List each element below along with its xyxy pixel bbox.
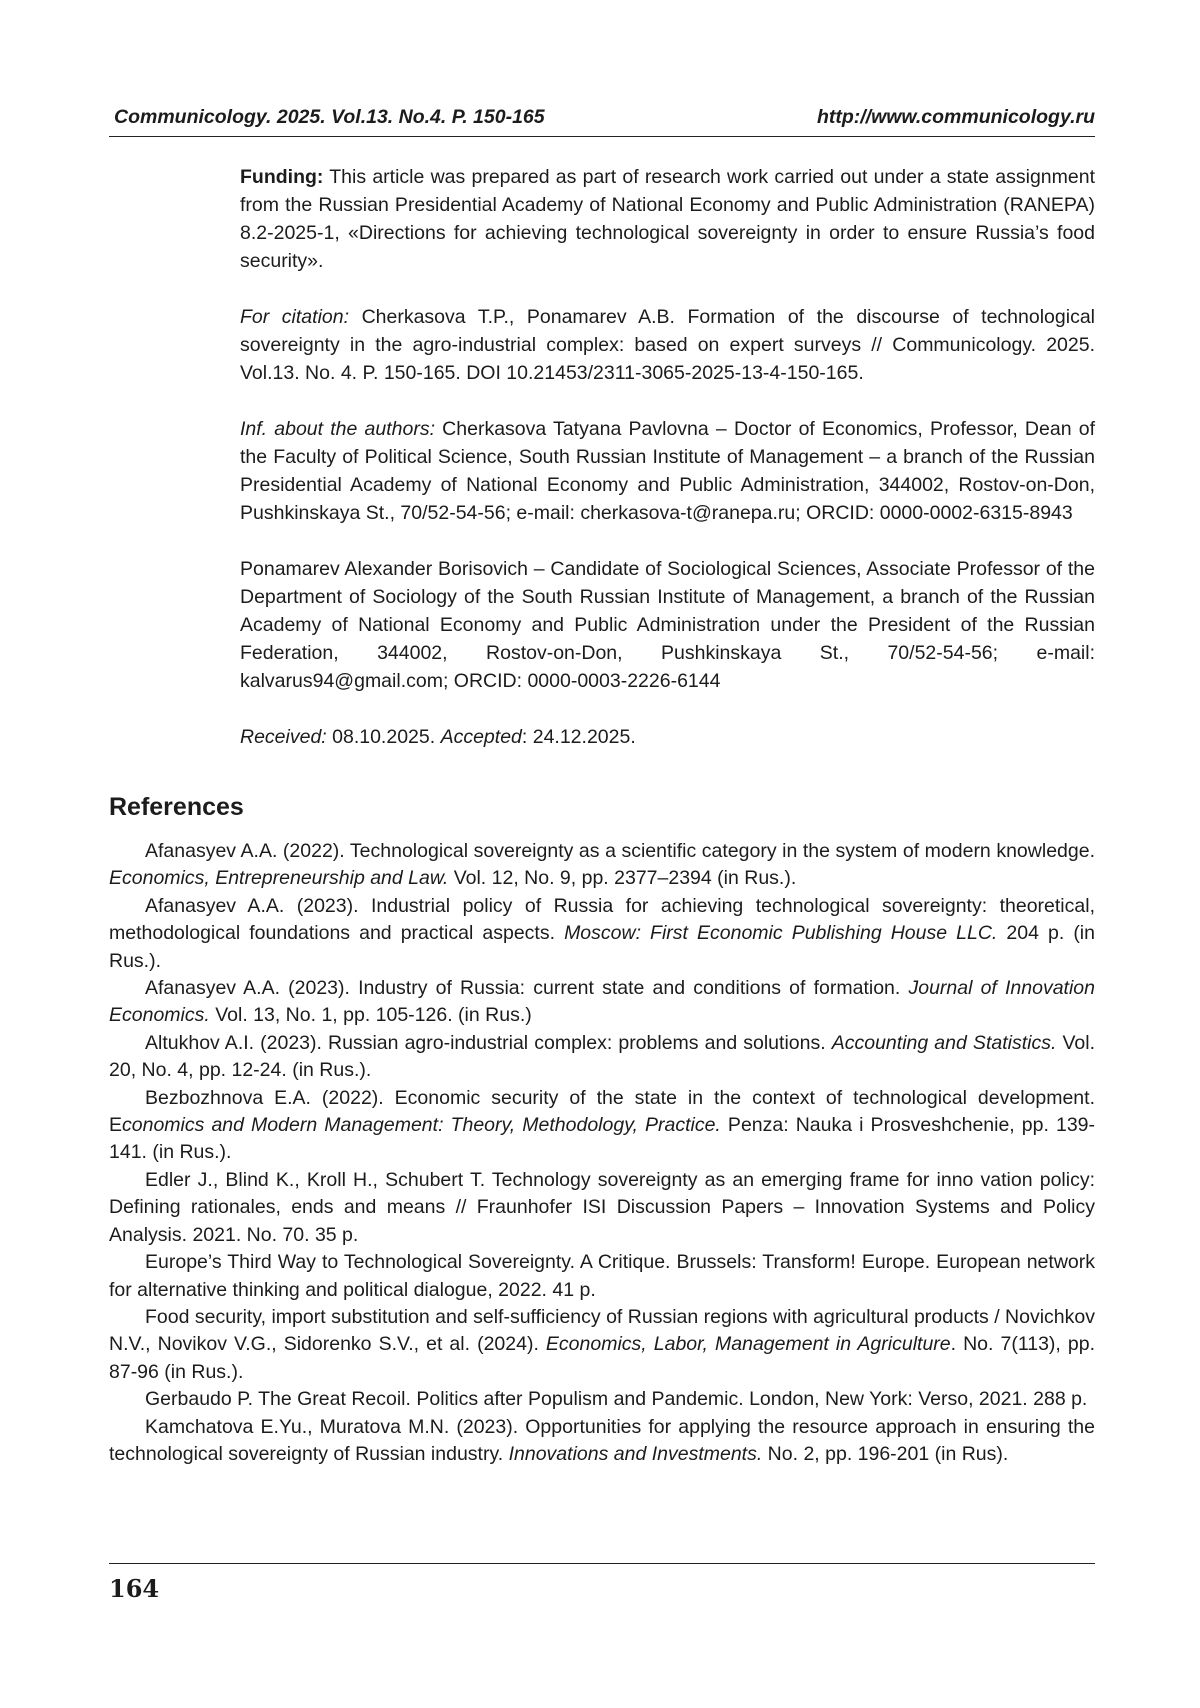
reference-source: Accounting and Statistics. [831, 1031, 1057, 1054]
citation-paragraph [240, 303, 1095, 387]
citation-text: Cherkasova T.P., Ponamarev A.B. Formation of the discourse of technological sovereignty in the agro-industrial complex: based on expert surveys // Communicology. 2025. Vol.13. No. 4. P. 150-165. DOI 10.21453/2311-3065-2025-13-4-150-165. [240, 306, 1095, 384]
reference-item [109, 1386, 1095, 1413]
authors-label: Inf. about the authors: [240, 418, 435, 440]
author-info-2 [240, 555, 1095, 695]
author-1-text: Cherkasova Tatyana Pavlovna – Doctor of Economics, Professor, Dean of the Faculty of Political Science, South Russian Institute of Management – a branch of the Russian Presidential Academy of National Economy and Public Administration, 344002, Rostov-on-Don, Pushkinskaya St., 70/52-54-56; e-mail: cherkasova-t@ranepa.ru; ORCID: 0000-0002-6315-8943 [240, 418, 1095, 524]
reference-source: Economics, Entrepreneurship and Law. [109, 867, 449, 890]
page-number: 164 [109, 1574, 160, 1603]
reference-details: Vol. 12, No. 9, pp. 2377–2394 (in Rus.). [448, 867, 797, 890]
reference-details: No. 2, pp. 196-201 (in Rus). [762, 1442, 1009, 1465]
reference-source: Journal of Innovation Economics. [109, 977, 1095, 1027]
reference-item [109, 1167, 1095, 1249]
reference-source: Innovations and Investments. [508, 1442, 763, 1465]
citation-label: For citation: [240, 306, 350, 328]
reference-source: Moscow: First Economic Publishing House LLC. [564, 922, 998, 945]
accepted-date: : 24.12.2025. [521, 726, 636, 748]
received-label: Received: [240, 726, 327, 748]
reference-text: Bezbozhnova E.A. (2022). Economic security of the state in the context of technological development. E [109, 1086, 1095, 1137]
reference-details: . No. 7(113), pp. 87-96 (in Rus.). [109, 1333, 1095, 1383]
reference-details: Penza: Nauka i Prosveshchenie, pp. 139-141. (in Rus.). [109, 1114, 1096, 1164]
references-heading: References [109, 793, 244, 821]
journal-citation-header: Communicology. 2025. Vol.13. No.4. P. 150-165 [114, 106, 545, 128]
author-info-1 [240, 415, 1095, 527]
funding-label: Funding: [240, 166, 324, 188]
reference-text: Afanasyev A.A. (2022). Technological sovereignty as a scientific category in the system of modern knowledge. [145, 840, 1095, 862]
author-2-text: Ponamarev Alexander Borisovich – Candidate of Sociological Sciences, Associate Professor of the Department of Sociology of the South Russian Institute of Management, a branch of the Russian Academy of National Economy and Public Administration under the President of the Russian Federation, 344002, Rostov-on-Don, Pushkinskaya St., 70/52-54-56; e-mail: kalvarus94@gmail.com; ORCID: 0000-0003-2226-6144 [240, 558, 1095, 692]
reference-details: Vol. 13, No. 1, pp. 105-126. (in Rus.) [209, 1004, 532, 1027]
received-date: 08.10.2025. [326, 726, 441, 748]
reference-item [109, 975, 1095, 1030]
accepted-label: Accepted [440, 726, 522, 748]
reference-item [109, 1249, 1095, 1304]
reference-text: Altukhov A.I. (2023). Russian agro-industrial complex: problems and solutions. [145, 1031, 832, 1054]
reference-text: Kamchatova E.Yu., Muratova M.N. (2023). Opportunities for applying the resource approach in ensuring the technological sovereignty of Russian industry. [109, 1415, 1095, 1465]
article-metadata [240, 163, 1095, 751]
funding-text: This article was prepared as part of research work carried out under a state assignment from the Russian Presidential Academy of National Economy and Public Administration (RANEPA) 8.2-2025-1, «Directions for achieving technological sovereignty in order to ensure Russia’s food security». [240, 166, 1095, 272]
reference-details: 204 p. (in Rus.). [109, 922, 1095, 972]
reference-item [109, 1304, 1095, 1386]
dates-paragraph [240, 723, 1095, 751]
reference-item [109, 838, 1095, 893]
funding-paragraph [240, 163, 1095, 275]
footer-divider [109, 1563, 1095, 1564]
journal-website[interactable]: http://www.communicology.ru [816, 106, 1095, 128]
reference-text: Food security, import substitution and self-sufficiency of Russian regions with agricultural products / Novichkov N.V., Novikov V.G., Sidorenko S.V., et al. (2024). [109, 1305, 1095, 1356]
reference-item [109, 893, 1095, 975]
reference-text: Afanasyev A.A. (2023). Industry of Russia: current state and conditions of formation. [145, 977, 909, 1000]
running-header [109, 106, 1095, 137]
references-list [109, 838, 1095, 1468]
reference-item [109, 1030, 1095, 1085]
reference-text: Gerbaudo P. The Great Recoil. Politics after Populism and Pandemic. London, New York: Verso, 2021. 288 p. [145, 1388, 1088, 1411]
reference-text: Afanasyev A.A. (2023). Industrial policy of Russia for achieving technological sovereignty: theoretical, methodological foundations and practical aspects. [109, 894, 1095, 945]
reference-text: Edler J., Blind K., Kroll H., Schubert T. Technology sovereignty as an emerging frame for inno vation policy: Defining rationales, ends and means // Fraunhofer ISI Discussion Papers – Innovation Systems and Policy Analysis. 2021. No. 70. 35 p. [109, 1168, 1095, 1246]
reference-item [109, 1085, 1095, 1167]
reference-source: Economics, Labor, Management in Agriculture [545, 1333, 951, 1356]
reference-item [109, 1414, 1095, 1469]
reference-text: Europe’s Third Way to Technological Sovereignty. A Critique. Brussels: Transform! Europe. European network for alternative thinking and political dialogue, 2022. 41 p. [109, 1251, 1095, 1301]
reference-details: Vol. 20, No. 4, pp. 12-24. (in Rus.). [109, 1031, 1095, 1082]
reference-source: conomics and Modern Management: Theory, Methodology, Practice. [122, 1114, 721, 1137]
